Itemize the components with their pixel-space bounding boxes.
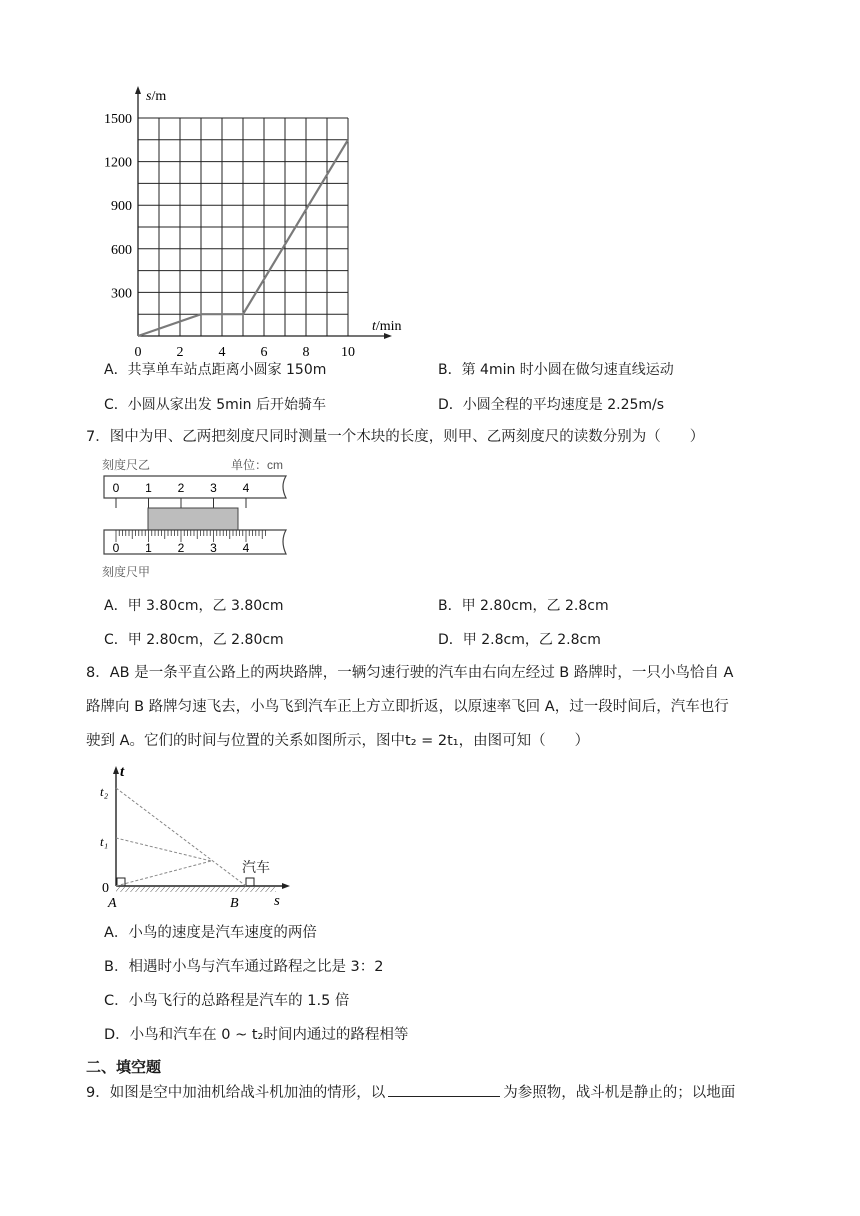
x-tick-label: 6 [260,345,268,360]
x-axis-label: t/min [372,319,402,334]
x-tick-label: 8 [302,345,310,360]
unit-label: 单位：cm [231,458,283,472]
ruler-top-number: 0 [112,481,120,495]
y-axis-label: s/m [146,89,167,104]
q7-option-b[interactable]: B．甲 2.80cm，乙 2.8cm [438,598,609,614]
y-tick-label: 300 [111,286,132,302]
wood-block [148,508,238,530]
q6-option-c[interactable]: C．小圆从家出发 5min 后开始骑车 [104,397,326,413]
ruler-bottom-number: 2 [177,541,185,555]
q8-stem-line1: 8．AB 是一条平直公路上的两块路牌，一辆匀速行驶的汽车由右向左经过 B 路牌时，一只小鸟恰自 A [86,665,734,681]
origin-label: 0 [102,881,109,896]
q7-option-c[interactable]: C．甲 2.80cm，乙 2.80cm [104,632,284,648]
q7-option-d[interactable]: D．甲 2.8cm，乙 2.8cm [438,632,601,648]
car-label: 汽车 [242,859,270,875]
ruler-bottom-label: 刻度尺甲 [102,565,151,579]
s-axis-label: s [274,893,280,909]
y-tick-label: 1500 [104,112,132,127]
q8-stem-line2: 路牌向 B 路牌匀速飞去，小鸟飞到汽车正上方立即折返，以原速率飞回 A，过一段时间后，汽车也行 [86,699,729,715]
q6-option-b[interactable]: B．第 4min 时小圆在做匀速直线运动 [438,362,674,378]
q9-text-before: 9．如图是空中加油机给战斗机加油的情形，以 [86,1085,386,1101]
q6-option-a[interactable]: A．共享单车站点距离小圆家 150m [104,362,327,378]
y-tick-label: 1200 [104,155,132,171]
x-tick-label: 10 [341,345,355,360]
chart-tick-labels [104,112,355,360]
chart-grid [138,118,348,336]
bird-car-diagram [96,760,306,910]
point-a-label: A [108,896,117,911]
ruler-diagram [96,458,306,582]
q7-option-a[interactable]: A．甲 3.80cm，乙 3.80cm [104,598,284,614]
y-tick-label: 900 [111,199,132,215]
y-tick-label: 600 [111,242,132,258]
point-b-label: B [230,896,239,911]
q9-text-after: 为参照物，战斗机是静止的；以地面 [503,1085,736,1101]
q8-option-b[interactable]: B．相遇时小鸟与汽车通过路程之比是 3：2 [104,959,384,975]
x-tick-label: 0 [134,345,142,360]
ruler-top-number: 2 [177,481,185,495]
q8-option-c[interactable]: C．小鸟飞行的总路程是汽车的 1.5 倍 [104,993,350,1009]
q9-answer-blank[interactable] [388,1082,500,1097]
q6-option-d[interactable]: D．小圆全程的平均速度是 2.25m/s [438,397,665,413]
ruler-bottom-number: 1 [145,541,152,555]
motion-lines [116,788,246,886]
ruler-top-label: 刻度尺乙 [102,458,151,472]
ruler-bottom-number: 3 [210,541,217,555]
distance-time-chart [90,80,420,360]
chart-axes [135,86,402,339]
ruler-bottom-number: 0 [112,541,120,555]
ruler-top-number: 1 [145,481,152,495]
q8-option-a[interactable]: A．小鸟的速度是汽车速度的两倍 [104,925,317,941]
x-tick-label: 2 [176,345,184,360]
ruler-bottom-marks [113,530,266,555]
t2-label: t₂ [100,784,109,799]
q8-stem-line3: 驶到 A。它们的时间与位置的关系如图所示，图中t₂ = 2t₁，由图可知（ ） [86,733,590,749]
q8-option-d[interactable]: D．小鸟和汽车在 0 ~ t₂时间内通过的路程相等 [104,1027,409,1043]
section-title: 二、填空题 [86,1058,162,1076]
ruler-top-body [104,476,286,498]
q9-stem [86,1082,735,1104]
ruler-top-marks [113,481,250,508]
ruler-top-number: 3 [210,481,217,495]
ruler-bottom-number: 4 [242,541,250,555]
t1-label: t₁ [100,834,109,849]
car-box [246,878,254,886]
ruler-top-number: 4 [242,481,250,495]
x-tick-label: 4 [218,345,226,360]
q7-stem: 7．图中为甲、乙两把刻度尺同时测量一个木块的长度，则甲、乙两刻度尺的读数分别为（ ） [86,429,705,445]
y-axis-arrow [135,86,141,94]
t-axis-label: t [120,764,125,780]
